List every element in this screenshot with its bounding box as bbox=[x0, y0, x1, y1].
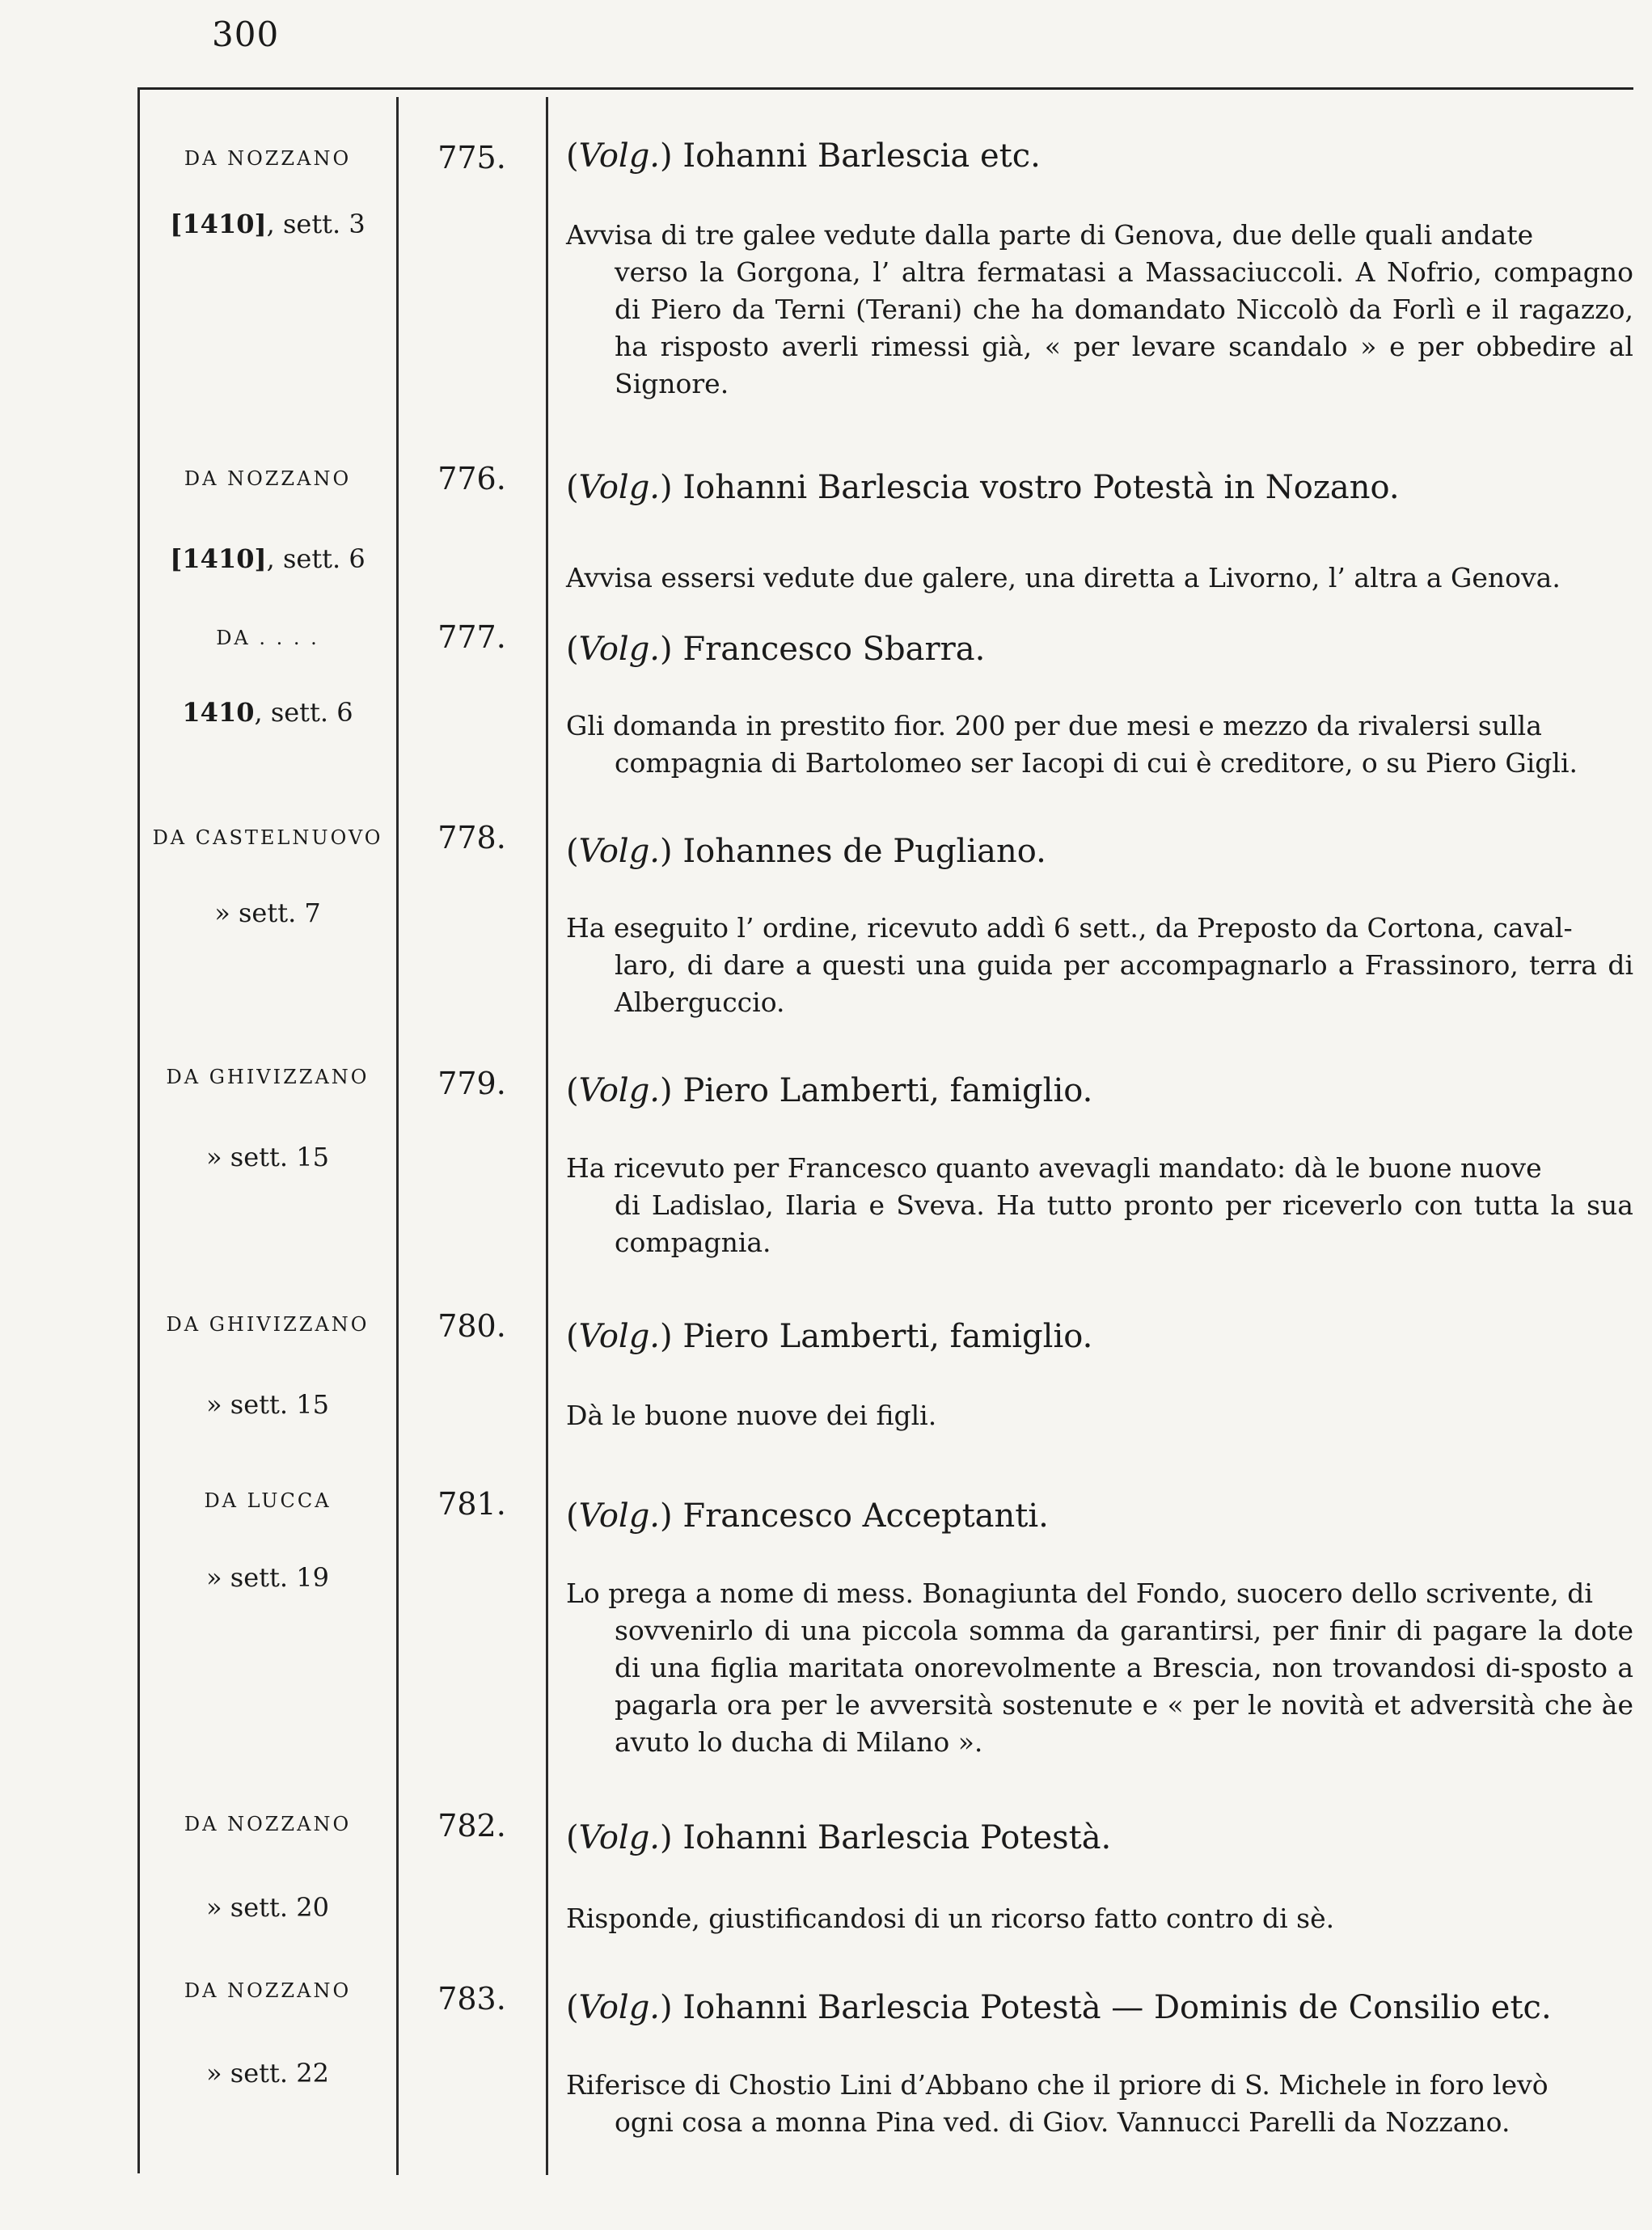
entry-summary bbox=[566, 1397, 1633, 1434]
entry-summary bbox=[566, 217, 1633, 403]
entry-heading: (Volg.) Piero Lamberti, famiglio. bbox=[566, 1072, 1093, 1109]
entry-date bbox=[139, 2058, 396, 2089]
number-column-divider bbox=[546, 97, 548, 2175]
entry-date-year: 1410 bbox=[182, 697, 255, 728]
entry-summary-continuation: verso la Gorgona, l’ altra fermatasi a Massaciuccoli. A Nofrio, compagno di Piero da Terni (Terani) che ha domandato Niccolò da Forlì e il ragazzo, ha risposto averli rimessi già, « per levare scandalo » e per obbedire al Signore. bbox=[615, 256, 1633, 399]
entry-place: DA CASTELNUOVO bbox=[152, 826, 383, 849]
entry-summary bbox=[566, 1900, 1633, 1937]
entry-summary-continuation: di Ladislao, Ilaria e Sveva. Ha tutto pronto per riceverlo con tutta la sua compagnia. bbox=[615, 1189, 1633, 1258]
entry-date bbox=[139, 1142, 396, 1172]
entry-date-day: , sett. 3 bbox=[266, 209, 365, 239]
entry-number: 779. bbox=[437, 1066, 506, 1101]
entry-number: 777. bbox=[437, 619, 506, 655]
entry-date-day: » sett. 19 bbox=[206, 1562, 329, 1593]
entry-date bbox=[139, 543, 396, 574]
entry-date-day: » sett. 20 bbox=[206, 1892, 329, 1923]
entry-place: DA GHIVIZZANO bbox=[166, 1313, 370, 1336]
entry-place: DA NOZZANO bbox=[184, 1979, 352, 2002]
volg-abbreviation: Volg. bbox=[578, 1819, 661, 1856]
entry-date bbox=[139, 209, 396, 239]
entry-heading: (Volg.) Piero Lamberti, famiglio. bbox=[566, 1318, 1093, 1355]
entry-date-year: [1410] bbox=[170, 543, 267, 574]
volg-abbreviation: Volg. bbox=[578, 833, 661, 870]
entry-date-day: » sett. 15 bbox=[206, 1142, 329, 1172]
entry-heading: (Volg.) Iohanni Barlescia etc. bbox=[566, 137, 1041, 175]
entry-heading: (Volg.) Francesco Sbarra. bbox=[566, 631, 986, 668]
volg-abbreviation: Volg. bbox=[578, 1497, 661, 1535]
entry-summary-continuation: laro, di dare a questi una guida per accompagnarlo a Frassinoro, terra di Alberguccio. bbox=[615, 949, 1633, 1018]
volg-abbreviation: Volg. bbox=[578, 1072, 661, 1109]
entry-heading: (Volg.) Iohanni Barlescia Potestà. bbox=[566, 1819, 1112, 1856]
volg-abbreviation: Volg. bbox=[578, 631, 661, 668]
entry-place: DA NOZZANO bbox=[184, 467, 352, 490]
entry-date-day: , sett. 6 bbox=[266, 543, 365, 574]
entry-summary-continuation: sovvenirlo di una piccola somma da garantirsi, per finir di pagare la dote di una figlia maritata onorevolmente a Brescia, non trovandosi di-sposto a pagarla ora per le avversità sostenute e « per le novità et adversità che àe avuto lo ducha di Milano ». bbox=[615, 1615, 1633, 1758]
entry-place: DA NOZZANO bbox=[184, 1813, 352, 1835]
entry-heading: (Volg.) Iohannes de Pugliano. bbox=[566, 833, 1046, 870]
volg-abbreviation: Volg. bbox=[578, 1318, 661, 1355]
volg-abbreviation: Volg. bbox=[578, 469, 661, 506]
entry-date-year: [1410] bbox=[170, 209, 267, 239]
date-column-divider bbox=[396, 97, 399, 2175]
entry-number: 781. bbox=[437, 1486, 506, 1522]
entry-summary bbox=[566, 910, 1633, 1021]
entry-number: 778. bbox=[437, 820, 506, 855]
page-number: 300 bbox=[212, 15, 280, 54]
entry-heading: (Volg.) Francesco Acceptanti. bbox=[566, 1497, 1049, 1535]
entry-number: 780. bbox=[437, 1308, 506, 1344]
entry-summary-first-line: Avvisa essersi vedute due galere, una diretta a Livorno, l’ altra a Genova. bbox=[566, 562, 1561, 593]
entry-date-day: » sett. 7 bbox=[214, 897, 321, 928]
entry-number: 782. bbox=[437, 1808, 506, 1844]
entry-place: DA . . . . bbox=[216, 627, 319, 649]
entry-date bbox=[139, 897, 396, 928]
entry-place: DA NOZZANO bbox=[184, 147, 352, 170]
entry-place: DA GHIVIZZANO bbox=[166, 1066, 370, 1088]
entry-number: 775. bbox=[437, 140, 506, 175]
left-border bbox=[137, 87, 140, 2173]
entry-summary-first-line: Lo prega a nome di mess. Bonagiunta del Fondo, suocero dello scrivente, di bbox=[566, 1577, 1593, 1609]
entry-place: DA LUCCA bbox=[204, 1489, 332, 1512]
entry-date bbox=[139, 1892, 396, 1923]
entry-heading: (Volg.) Iohanni Barlescia vostro Potestà in Nozano. bbox=[566, 469, 1400, 506]
entry-summary bbox=[566, 1575, 1633, 1761]
entry-summary-continuation: ogni cosa a monna Pina ved. di Giov. Vannucci Parelli da Nozzano. bbox=[615, 2106, 1510, 2138]
volg-abbreviation: Volg. bbox=[578, 1989, 661, 2026]
entry-summary-first-line: Dà le buone nuove dei figli. bbox=[566, 1400, 937, 1431]
entry-summary-first-line: Avvisa di tre galee vedute dalla parte di Genova, due delle quali andate bbox=[566, 219, 1534, 251]
entry-date bbox=[139, 1562, 396, 1593]
entry-summary-continuation: compagnia di Bartolomeo ser Iacopi di cui è creditore, o su Piero Gigli. bbox=[615, 747, 1578, 779]
entry-summary-first-line: Risponde, giustificandosi di un ricorso fatto contro di sè. bbox=[566, 1903, 1335, 1934]
entry-summary bbox=[566, 707, 1633, 782]
entry-summary-first-line: Ha eseguito l’ ordine, ricevuto addì 6 sett., da Preposto da Cortona, caval- bbox=[566, 912, 1573, 944]
entry-date-day: » sett. 15 bbox=[206, 1389, 329, 1420]
entry-heading: (Volg.) Iohanni Barlescia Potestà — Dominis de Consilio etc. bbox=[566, 1989, 1552, 2026]
entry-summary-first-line: Riferisce di Chostio Lini d’Abbano che il priore di S. Michele in foro levò bbox=[566, 2069, 1548, 2101]
entry-date-day: » sett. 22 bbox=[206, 2058, 329, 2089]
volg-abbreviation: Volg. bbox=[578, 137, 661, 175]
entry-date bbox=[139, 1389, 396, 1420]
entry-summary bbox=[566, 1150, 1633, 1261]
entry-summary bbox=[566, 560, 1633, 597]
entry-summary-first-line: Gli domanda in prestito fior. 200 per due mesi e mezzo da rivalersi sulla bbox=[566, 710, 1542, 741]
entry-summary-first-line: Ha ricevuto per Francesco quanto avevagli mandato: dà le buone nuove bbox=[566, 1152, 1542, 1184]
entry-date-day: , sett. 6 bbox=[254, 697, 353, 728]
entry-summary bbox=[566, 2067, 1633, 2141]
top-rule bbox=[137, 87, 1633, 90]
entry-number: 783. bbox=[437, 1981, 506, 2017]
entry-date bbox=[139, 697, 396, 728]
entry-number: 776. bbox=[437, 461, 506, 496]
